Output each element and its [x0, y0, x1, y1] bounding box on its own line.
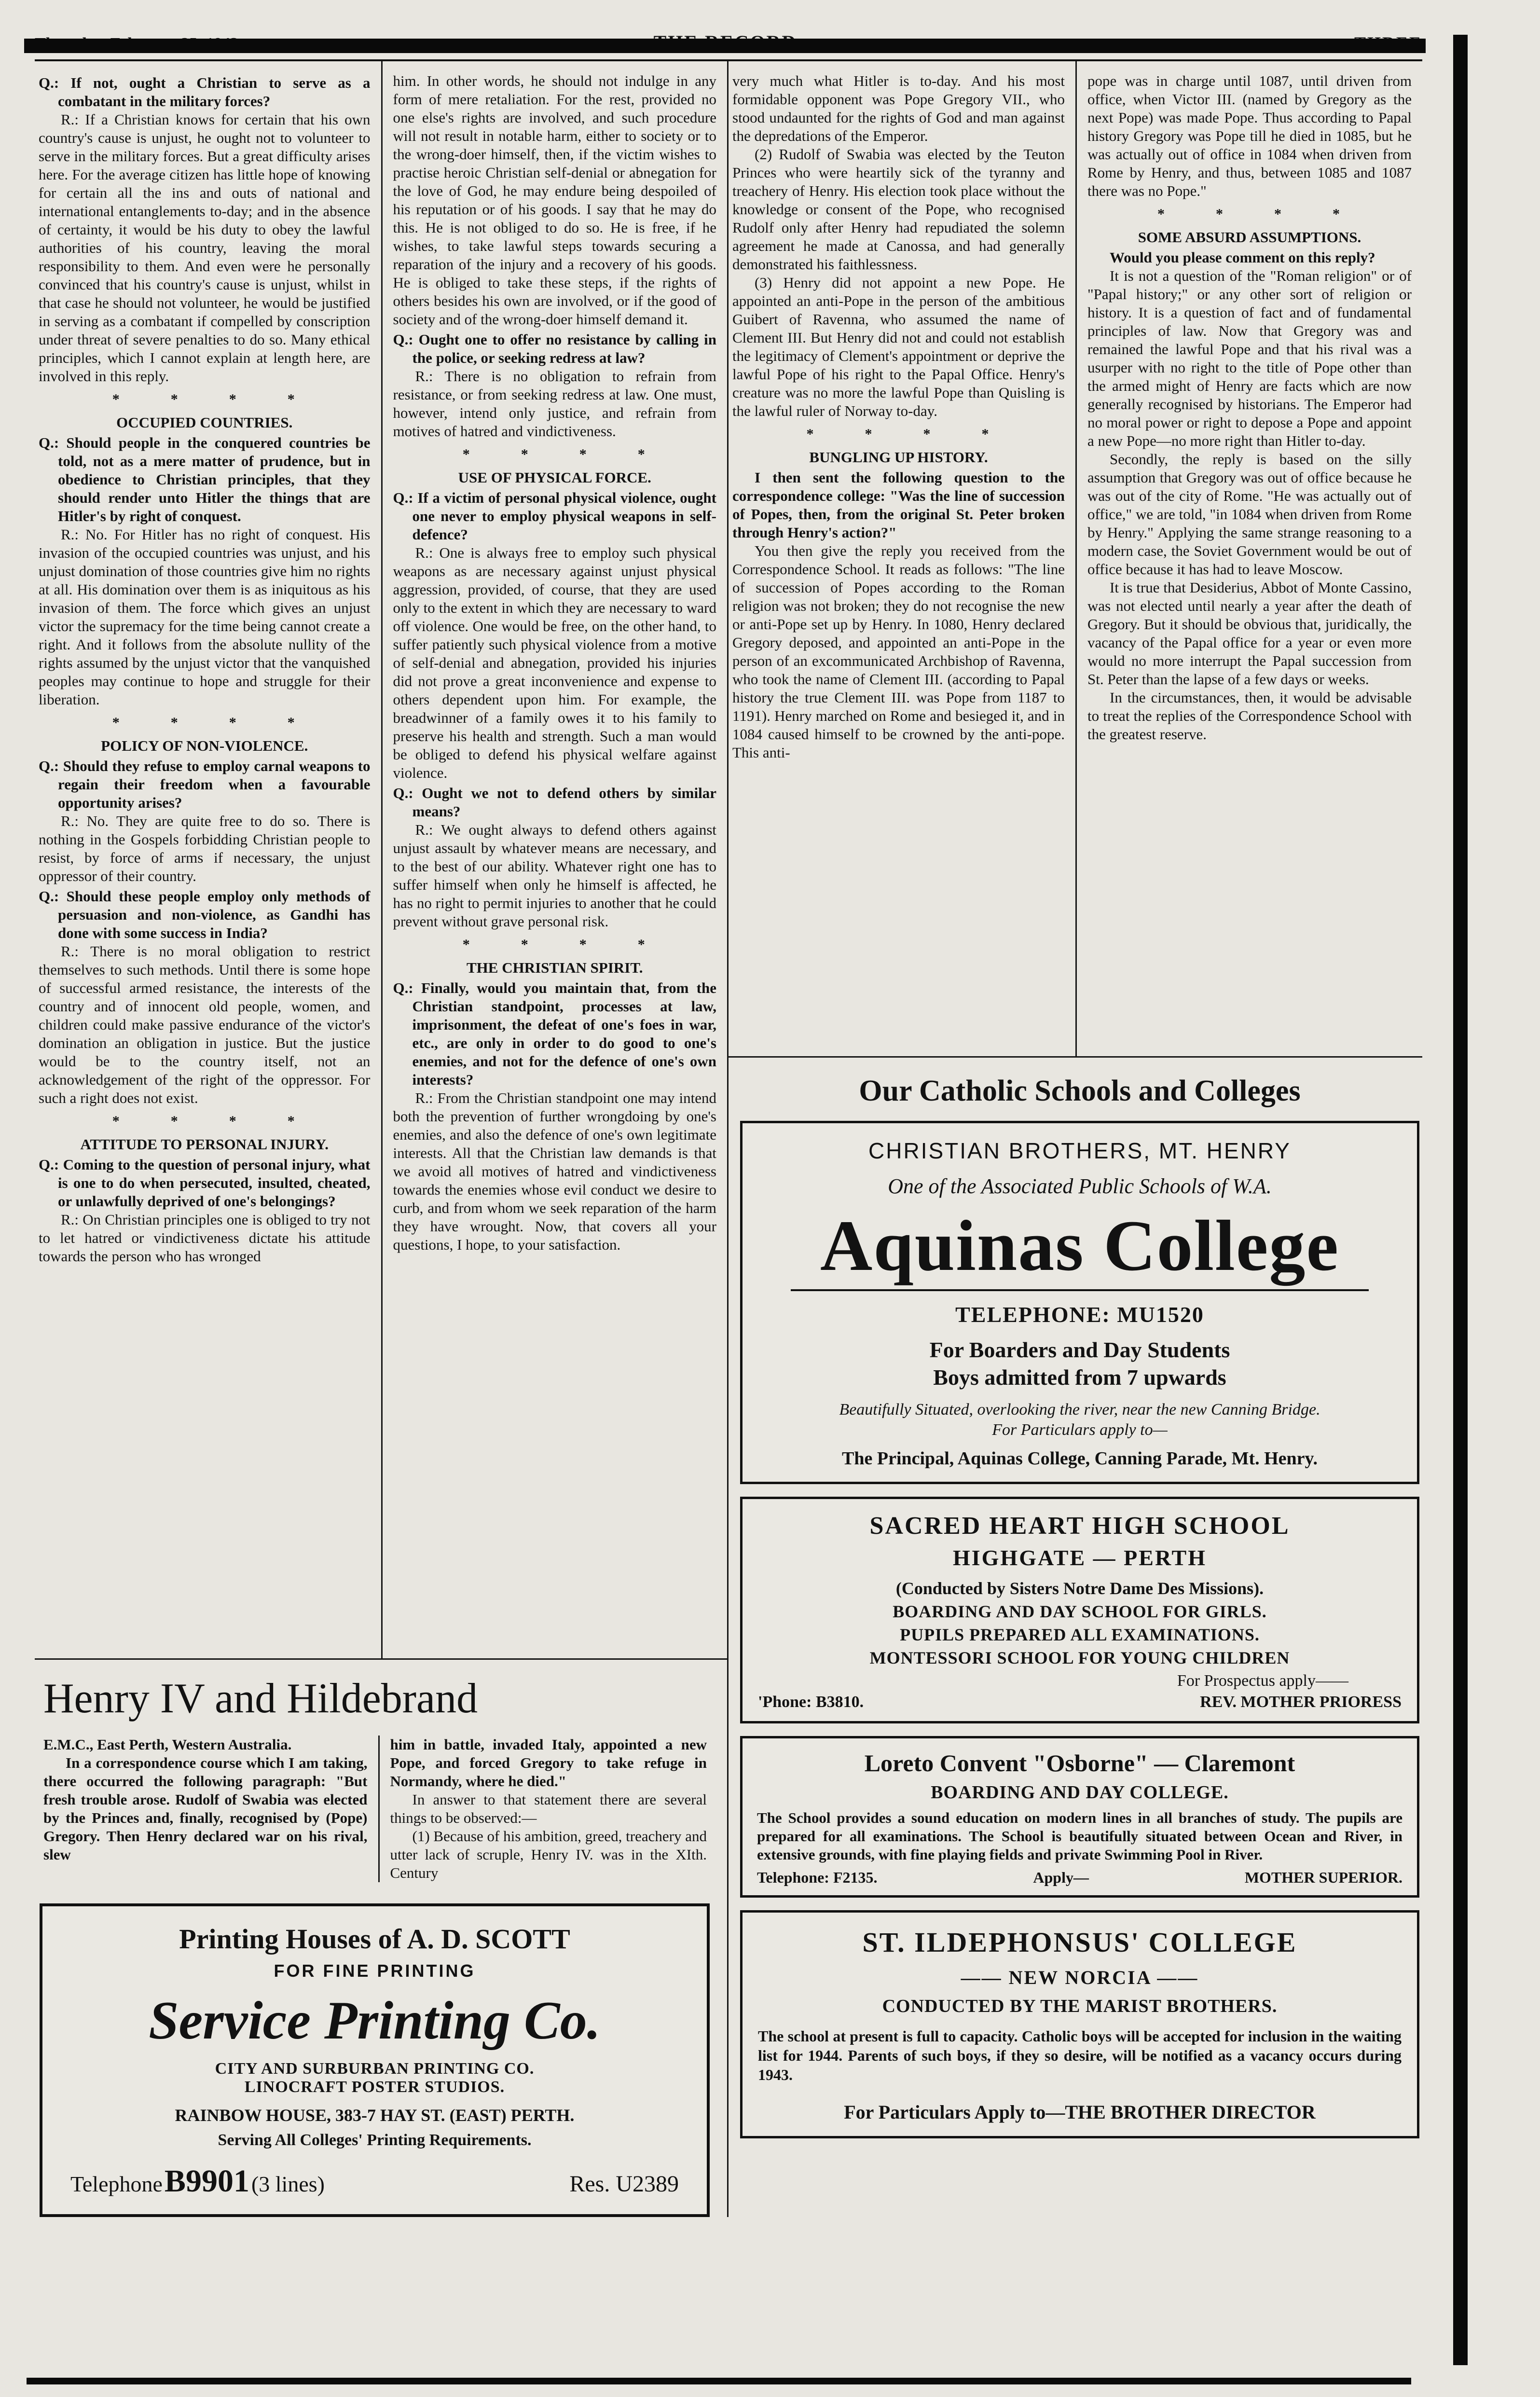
section-heading: OCCUPIED COUNTRIES.: [116, 414, 293, 431]
question: Q.: Coming to the question of personal injury, what is one to do when persecuted, insulted, cheated, or unlawfully deprived of one's belongings?: [39, 1156, 371, 1210]
paragraph: It is not a question of the "Roman religion" or of "Papal history;" or any other sort of religion or history. It is a question of fact and of fundamental principles of law. Now that Gregory was and remained the lawful Pope and that his rival was a usurper with no right to the title of Pope other than the armed might of Henry are facts which are now generally recognised by historians. The Emperor had no moral power or right to depose a Pope and appoint a new Pope—no more right than Hitler to-day.: [1087, 267, 1412, 449]
reply: R.: If a Christian knows for certain that his own country's cause is unjust, he ought not to volunteer to serve in the military forces. But a great difficulty arises here. For the average citizen has little hope of knowing for certain all the ins and outs of national and international entanglements to-day; and in the absence of certainty, it would be his duty to obey the lawful authorities of his country, leaving the moral responsibility to them. And even were he personally convinced that his country's cause is unjust, whilst in that case he should not volunteer, he would be justified in serving as a combatant if compelled by conscription under threat of severe penalties to do so. Many ethical principles, which I cannot explain at length here, are involved in this reply.: [39, 111, 371, 385]
school-telephone: TELEPHONE: MU1520: [955, 1302, 1204, 1327]
ad-subheading: One of the Associated Public Schools of W.A.: [888, 1174, 1272, 1198]
question: Q.: Should these people employ only methods of persuasion and non-violence, as Gandhi has done with some success in India?: [39, 888, 371, 941]
section-heading: USE OF PHYSICAL FORCE.: [458, 469, 651, 486]
ad-line: CONDUCTED BY THE MARIST BROTHERS.: [882, 1996, 1278, 2016]
ad-apply: Apply—: [1033, 1869, 1089, 1886]
section-heading: BUNGLING UP HISTORY.: [809, 449, 988, 466]
loreto-convent-ad: [740, 1736, 1419, 1898]
telephone-label: Telephone: [70, 2172, 163, 2196]
stars-separator: * * * *: [462, 937, 647, 952]
scan-edge-right: [1453, 35, 1468, 2365]
ad-body: The School provides a sound education on modern lines in all branches of study. The pupils are prepared for all examinations. The School is beautifully situated between Ocean and River, in extensive grounds, with fine playing fields and private Swimming Pool in River.: [757, 1809, 1402, 1863]
question: Q.: If a victim of personal physical violence, ought one never to employ physical weapons in self-defence?: [393, 489, 716, 543]
school-name: ST. ILDEPHONSUS' COLLEGE: [862, 1927, 1297, 1958]
question: Q.: Ought one to offer no resistance by calling in the police, or seeking redress at law?: [393, 331, 716, 366]
ad-line: Boys admitted from 7 upwards: [933, 1365, 1226, 1390]
paragraph: Secondly, the reply is based on the silly assumption that Gregory was out of office because he was out of the city of Rome. "He was actually out of office," we are told, "in 1084 when driven from Rome by Henry." Applying the same strange reasoning to a modern case, the Soviet Government would be out of office because it has had to leave Moscow.: [1087, 451, 1412, 578]
paragraph: Would you please comment on this reply?: [1110, 249, 1375, 266]
column-3: [729, 61, 1075, 1056]
stars-separator: * * * *: [462, 446, 647, 462]
henry-column-2: [378, 1736, 718, 1882]
ad-line: For Prospectus apply——: [1177, 1672, 1348, 1690]
school-name: Aquinas College: [820, 1206, 1339, 1286]
ad-contact: For Particulars Apply to—THE BROTHER DIRECTOR: [844, 2101, 1316, 2123]
st-ildephonsus-ad: [740, 1910, 1419, 2138]
residence-number: Res. U2389: [569, 2171, 679, 2197]
question: Q.: Should they refuse to employ carnal weapons to regain their freedom when a favourable opportunity arises?: [39, 758, 371, 811]
ad-slogan: Serving All Colleges' Printing Requirements.: [218, 2131, 532, 2149]
paragraph: In a correspondence course which I am taking, there occurred the following paragraph: "But fresh trouble arose. Rudolf of Swabia was elected by the Princes and, finally, recognised by (Pope) Gregory. Then Henry declared war on his rival, slew: [43, 1754, 368, 1863]
ad-signature: MOTHER SUPERIOR.: [1244, 1869, 1402, 1886]
school-location: —— NEW NORCIA ——: [961, 1967, 1199, 1988]
reply: R.: There is no obligation to refrain from resistance, or from seeking redress at law. One must, however, intend only justice, and refrain from motives of hatred and vindictiveness.: [393, 368, 716, 440]
henry-article-columns: [39, 1736, 717, 1882]
school-location: HIGHGATE — PERTH: [952, 1545, 1207, 1570]
paragraph: I then sent the following question to the correspondence college: "Was the line of succession of Popes, then, from the original St. Peter broken through Henry's action?": [732, 469, 1065, 541]
left-half: [35, 61, 729, 2217]
ad-address: RAINBOW HOUSE, 383-7 HAY ST. (EAST) PERTH.: [175, 2106, 575, 2125]
ad-line: Beautifully Situated, overlooking the river, near the new Canning Bridge.: [839, 1401, 1320, 1419]
paragraph: him in battle, invaded Italy, appointed a new Pope, and forced Gregory to take refuge in Normandy, where he died.": [390, 1736, 707, 1790]
school-name: Loreto Convent "Osborne" — Claremont: [864, 1750, 1295, 1777]
stars-separator: * * * *: [112, 391, 297, 407]
paragraph: In the circumstances, then, it would be advisable to treat the replies of the Correspondence School with the greatest reserve.: [1087, 689, 1412, 743]
ad-line: For Boarders and Day Students: [929, 1337, 1230, 1362]
reply: R.: No. They are quite free to do so. There is nothing in the Gospels forbidding Christian people to resist, by force of arms if necessary, the unjust oppressor of their country.: [39, 813, 371, 884]
scan-edge-bottom: [27, 2378, 1411, 2384]
paragraph: You then give the reply you received from the Correspondence School. It reads as follows: "The line of succession of Popes according to the Roman religion was not broken; they do not recognise the new or anti-Pope set up by Henry. In 1080, Henry declared Gregory deposed, and appointed an anti-Pope in the person of an excommunicated Archbishop of Ravenna, who took the name of Clement III. (according to Papal history the true Clement III. was Pope from 1187 to 1191). Henry marched on Rome and besieged it, and in 1084 caused himself to be crowned by the anti-pope. This anti-: [732, 542, 1065, 761]
left-text-columns: [35, 61, 727, 1658]
telephone-group: [70, 2163, 325, 2200]
school-name: SACRED HEART HIGH SCHOOL: [869, 1512, 1290, 1540]
telephone-lines: (3 lines): [251, 2172, 325, 2196]
section-heading: ATTITUDE TO PERSONAL INJURY.: [80, 1136, 329, 1153]
column-1: [35, 61, 381, 1658]
ad-line: For Particulars apply to—: [992, 1421, 1168, 1439]
sacred-heart-ad: [740, 1497, 1419, 1723]
paragraph: E.M.C., East Perth, Western Australia.: [43, 1736, 292, 1753]
reply: R.: On Christian principles one is obliged to try not to let hatred or vindictiveness dictate his attitude towards the person who has wronged: [39, 1211, 371, 1265]
reply: R.: From the Christian standpoint one may intend both the prevention of further wrongdoing by one's enemies, and also the defence of one's own legitimate interests. All that the Christian law demands is that we avoid all motives of hatred and vindictiveness towards the enemies whose evil conduct we desire to curb, and from whom we seek reparation of the harm they have wrought. Now, that covers all your questions, I hope, to your satisfaction.: [393, 1089, 716, 1253]
ad-contact: The Principal, Aquinas College, Canning Parade, Mt. Henry.: [842, 1448, 1318, 1469]
stars-separator: * * * *: [1157, 206, 1342, 222]
ad-body: The school at present is full to capacity. Catholic boys will be accepted for inclusion in the waiting list for 1944. Parents of such boys, if they so desire, will be notified as a vacancy occurs during 1943.: [758, 2027, 1402, 2083]
paragraph: (1) Because of his ambition, greed, treachery and utter lack of scruple, Henry IV. was in the XIth. Century: [390, 1828, 707, 1881]
paragraph: (3) Henry did not appoint a new Pope. He appointed an anti-Pope in the person of the ambitious Guibert of Ravenna, who assumed the name of Clement III. But Henry did not and could not establish the legitimacy of Clement's appointment or deprive the lawful Pope of his right to the Papal Office. Henry's creature was no more the lawful Pope than Quisling is the lawful ruler of Norway to-day.: [732, 274, 1065, 419]
reply: R.: There is no moral obligation to restrict themselves to such methods. Until there is some hope of successful armed resistance, the interests of the country and of innocent old people, women, and children could make passive endurance of the victor's domination an obligation in justice. But the justice would be to the country itself, not an acknowledgement of the right of the oppressor. For such a right does not exist.: [39, 943, 371, 1106]
reply: R.: One is always free to employ such physical weapons as are necessary against unjust physical aggression, provided, of course, that they are used only to the extent in which they are necessary to ward off violence. One would be free, on the other hand, to suffer patiently such physical violence from a motive of self-denial and abnegation, provided his injuries did not prove a great inconvenience and expense to others dependent upon him. For example, the breadwinner of a family owes it to his family to preserve his health and strength. Such a man would be obliged to defend his physical welfare against violence.: [393, 544, 716, 781]
ad-contact-row: [757, 1869, 1402, 1887]
article-headline: Henry IV and Hildebrand: [43, 1675, 478, 1722]
ad-heading: CHRISTIAN BROTHERS, MT. HENRY: [868, 1138, 1291, 1163]
paragraph: In answer to that statement there are several things to be observed:—: [390, 1791, 707, 1826]
ad-line: PUPILS PREPARED ALL EXAMINATIONS.: [900, 1625, 1260, 1644]
section-heading: POLICY OF NON-VIOLENCE.: [101, 737, 308, 754]
reply: R.: No. For Hitler has no right of conquest. His invasion of the occupied countries was unjust, and his unjust domination of those countries give him no rights at all. His domination over them is as iniquitous as his invasion of them. The force which gives an unjust victor the supremacy for the time being cannot create a right. And it follows from the absolute nullity of the rights assumed by the unjust victor that the vanquished peoples may continue to hope and struggle for their liberation.: [39, 526, 371, 708]
school-telephone: 'Phone: B3810.: [758, 1693, 864, 1711]
question: Q.: Ought we not to defend others by similar means?: [393, 785, 716, 820]
scan-edge-top: [24, 39, 1426, 53]
right-text-columns: [729, 61, 1422, 1056]
paragraph: It is true that Desiderius, Abbot of Monte Cassino, was not elected until nearly a year after the death of Gregory. But it should be obvious that, juridically, the vacancy of the Papal office for a year or even more would no more interrupt the Papal succession from St. Peter than the lapse of a few days or weeks.: [1087, 579, 1412, 688]
advertiser-name: Service Printing Co.: [149, 1991, 601, 2051]
page-content: [35, 61, 1422, 2217]
catholic-schools-section: [729, 1056, 1422, 2138]
reply: R.: We ought always to defend others against unjust assault by whatever means are necessary, and to the best of our ability. Whatever right one has to suffer himself when only he himself is affected, he has no right to permit injuries to another that he could prevent without grave personal risk.: [393, 821, 716, 930]
ad-signature: REV. MOTHER PRIORESS: [1200, 1693, 1402, 1711]
paragraph: very much what Hitler is to-day. And his most formidable opponent was Pope Gregory VII., who stood undaunted for the rights of God and man against the depredations of the Emperor.: [732, 72, 1065, 144]
ad-line: BOARDING AND DAY SCHOOL FOR GIRLS.: [893, 1602, 1267, 1621]
question: Q.: If not, ought a Christian to serve as a combatant in the military forces?: [39, 74, 371, 110]
ad-line: (Conducted by Sisters Notre Dame Des Missions).: [895, 1579, 1264, 1598]
section-heading: SOME ABSURD ASSUMPTIONS.: [1138, 229, 1361, 246]
ad-contact-row: [64, 2163, 686, 2200]
stars-separator: * * * *: [806, 426, 991, 442]
aquinas-college-ad: [740, 1121, 1419, 1484]
section-heading: THE CHRISTIAN SPIRIT.: [467, 959, 643, 976]
ad-line: MONTESSORI SCHOOL FOR YOUNG CHILDREN: [869, 1648, 1290, 1667]
ad-line: CITY AND SURBURBAN PRINTING CO.: [215, 2060, 535, 2078]
paragraph: him. In other words, he should not indulge in any form of mere retaliation. For the rest, provided no one else's rights are involved, and such procedure will not result in notable harm, either to society or to the wrong-doer himself, then, if the victim wishes to practise heroic Christian self-denial or abnegation for the love of God, he may endure being despoiled of his reputation or of his goods. I say that he may do this. He is not obliged to do so. He is free, if he wishes, to take lawful steps towards securing a reparation of the injury and a recovery of his goods. He is obliged to take these steps, if the rights of others besides his own are involved, or if the good of society and of the wrong-doer himself demand it.: [393, 72, 716, 328]
column-2: [381, 61, 728, 1658]
henry-iv-article: [35, 1658, 727, 1882]
ad-heading: Printing Houses of A. D. SCOTT: [179, 1923, 570, 1955]
right-half: [729, 61, 1422, 2217]
service-printing-ad: [40, 1903, 710, 2217]
paragraph: (2) Rudolf of Swabia was elected by the Teuton Princes who were heartily sick of the tyranny and treachery of Henry. His election took place without the knowledge or consent of the Pope, who recognised Rudolf only after Henry had repudiated the solemn agreement he made at Canossa, and had generally demonstrated his faithlessness.: [732, 146, 1065, 273]
ad-contact-row: [758, 1693, 1402, 1711]
question: Q.: Finally, would you maintain that, from the Christian standpoint, processes at law, imprisonment, the defeat of one's foes in war, etc., are only in order to do good to one's enemies, and not for the defence of one's own interests?: [393, 979, 716, 1088]
schools-section-heading: Our Catholic Schools and Colleges: [859, 1075, 1301, 1107]
divider: [791, 1289, 1369, 1291]
question: Q.: Should people in the conquered countries be told, not as a mere matter of prudence, but in obedience to Christian principles, that they should render unto Hitler the things that are Hitler's by right of conquest.: [39, 434, 371, 524]
ad-subheading: FOR FINE PRINTING: [274, 1961, 476, 1981]
stars-separator: * * * *: [112, 1113, 297, 1129]
telephone-number: B9901: [164, 2163, 249, 2199]
ad-line: LINOCRAFT POSTER STUDIOS.: [244, 2078, 505, 2096]
ad-subheading: BOARDING AND DAY COLLEGE.: [931, 1782, 1229, 1803]
paragraph: pope was in charge until 1087, until driven from office, when Victor III. (named by Gregory as the next Pope) was made Pope. Thus according to Papal history Gregory was Pope till he died in 1085, but he was actually out of office in 1084 when driven from Rome by Henry, and thus, between 1085 and 1087 there was no Pope.": [1087, 72, 1412, 199]
school-telephone: Telephone: F2135.: [757, 1869, 878, 1886]
henry-column-1: [39, 1736, 378, 1882]
stars-separator: * * * *: [112, 715, 297, 730]
column-4: [1075, 61, 1422, 1056]
